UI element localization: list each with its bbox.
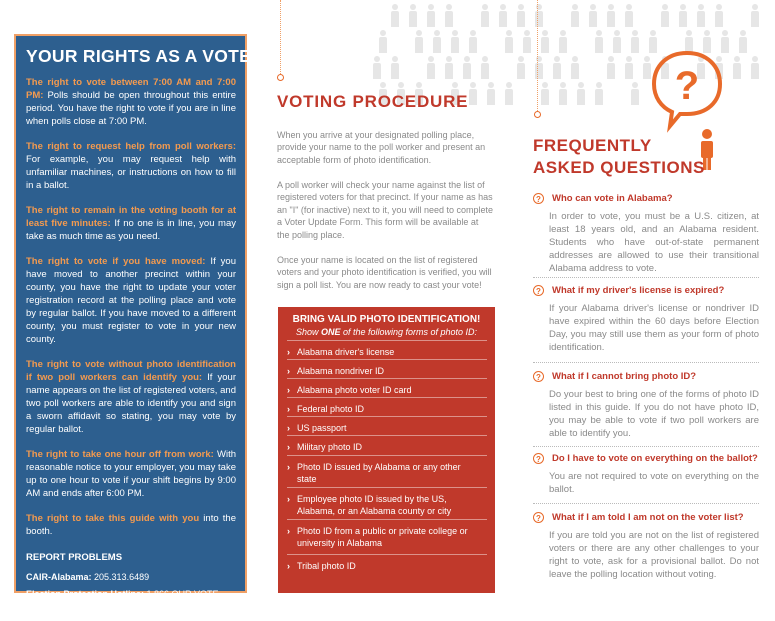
contact-phone: 205.313.6489 xyxy=(94,572,150,582)
question-circle-icon: ? xyxy=(533,193,544,204)
faq-question xyxy=(533,193,759,204)
person-silhouette-icon xyxy=(570,4,580,27)
person-silhouette-icon xyxy=(468,30,478,53)
question-mark-glyph: ? xyxy=(674,64,700,108)
id-list-item xyxy=(287,397,487,415)
question-circle-icon: ? xyxy=(533,285,544,296)
person-silhouette-icon xyxy=(444,56,454,79)
person-silhouette-icon xyxy=(504,30,514,53)
person-silhouette-icon xyxy=(444,4,454,27)
chevron-right-icon: › xyxy=(287,366,290,376)
subtitle-emphasis: ONE xyxy=(320,327,341,337)
contact-label: Alabama Secretary of State: xyxy=(26,606,146,616)
procedure-paragraph: A poll worker will check your name against the list of registered voters for that precinct. If your name as has an "I" (for inactive) next to it, you will need to complete a Voter Update Form. This form will be available at the polling place. xyxy=(277,180,493,240)
person-silhouette-icon xyxy=(390,4,400,27)
photo-id-title: BRING VALID PHOTO IDENTIFICATION! xyxy=(292,314,481,325)
chevron-right-icon: › xyxy=(287,561,290,571)
person-silhouette-icon xyxy=(594,30,604,53)
person-silhouette-icon xyxy=(552,56,562,79)
dotted-connector-line xyxy=(537,0,538,111)
right-heading: The right to vote without photo identification if two poll workers can identify you: xyxy=(26,359,236,383)
person-silhouette-icon xyxy=(606,4,616,27)
person-silhouette-icon xyxy=(732,56,742,79)
right-item xyxy=(26,358,236,436)
faq-item xyxy=(533,453,759,496)
id-list-item xyxy=(287,416,487,434)
chevron-right-icon: › xyxy=(287,494,290,504)
person-silhouette-icon xyxy=(588,4,598,27)
person-silhouette-icon xyxy=(426,56,436,79)
chevron-right-icon: › xyxy=(287,442,290,452)
person-silhouette-icon xyxy=(576,82,586,105)
faq-title xyxy=(533,135,705,179)
contact-cair xyxy=(26,571,236,584)
faq-title-line: FREQUENTLY xyxy=(533,136,652,155)
photo-id-subtitle xyxy=(278,327,495,337)
person-silhouette-icon xyxy=(558,30,568,53)
person-silhouette-icon xyxy=(390,56,400,79)
person-silhouette-icon xyxy=(558,82,568,105)
id-list-item xyxy=(287,378,487,396)
id-item-label: Photo ID from a public or private college or university in Alabama xyxy=(297,526,468,548)
person-silhouette-icon xyxy=(540,82,550,105)
id-list-item xyxy=(287,435,487,453)
id-list-item xyxy=(287,554,487,572)
id-item-label: Military photo ID xyxy=(297,442,363,452)
rights-list xyxy=(26,76,236,538)
id-list-item xyxy=(287,455,487,485)
faq-question xyxy=(533,512,759,523)
person-silhouette-icon xyxy=(540,30,550,53)
faq-item xyxy=(533,371,759,440)
person-silhouette-icon xyxy=(696,4,706,27)
contact-election-protection xyxy=(26,588,236,601)
person-silhouette-icon xyxy=(570,56,580,79)
question-circle-icon: ? xyxy=(533,512,544,523)
person-silhouette-icon xyxy=(606,56,616,79)
subtitle-text: Show xyxy=(295,327,321,337)
person-silhouette-icon xyxy=(504,82,514,105)
id-list-item xyxy=(287,340,487,358)
id-item-label: Federal photo ID xyxy=(297,404,365,414)
person-silhouette-icon xyxy=(450,30,460,53)
contact-phone: 1.866.OUR.VOTE xyxy=(146,589,219,599)
faq-item xyxy=(533,193,759,275)
contact-label: Election Protection Hotline: xyxy=(26,589,145,599)
person-silhouette-icon xyxy=(486,82,496,105)
faq-answer: You are not required to vote on everything on the ballot. xyxy=(549,471,759,496)
faq-item xyxy=(533,512,759,581)
chevron-right-icon: › xyxy=(287,462,290,472)
photo-id-box xyxy=(278,307,495,593)
right-heading: The right to take this guide with you xyxy=(26,513,200,524)
faq-question-text: What if my driver's license is expired? xyxy=(552,285,725,297)
person-silhouette-icon xyxy=(612,30,622,53)
person-silhouette-icon xyxy=(678,4,688,27)
chevron-right-icon: › xyxy=(287,526,290,536)
rights-title: YOUR RIGHTS AS A VOTER xyxy=(26,46,265,66)
faq-answer: If your Alabama driver's license or nondriver ID have expired within the 60 days before Election Day, you may still use them as your form of photo identification. xyxy=(549,303,759,354)
chevron-right-icon: › xyxy=(287,404,290,414)
right-text: into the booth. xyxy=(26,513,236,537)
faq-divider xyxy=(533,503,759,504)
faq-title-line: ASKED QUESTIONS xyxy=(533,158,705,177)
contact-phone: 334.242.7210 xyxy=(148,606,204,616)
person-silhouette-icon xyxy=(516,56,526,79)
id-list-item xyxy=(287,359,487,377)
subtitle-text: of the following forms of photo ID: xyxy=(340,327,478,337)
rights-panel xyxy=(14,34,265,616)
person-silhouette-icon xyxy=(432,30,442,53)
question-circle-icon: ? xyxy=(533,371,544,382)
faq-question-text: What if I cannot bring photo ID? xyxy=(552,371,697,383)
right-heading: The right to vote between 7:00 AM and 7:00 PM: xyxy=(26,77,236,101)
person-silhouette-icon xyxy=(750,56,760,79)
faq-question-text: Do I have to vote on everything on the ballot? xyxy=(552,453,758,465)
person-silhouette-icon xyxy=(372,56,382,79)
faq-question xyxy=(533,453,759,464)
faq-question xyxy=(533,371,759,382)
question-circle-icon: ? xyxy=(533,453,544,464)
right-item xyxy=(26,448,236,500)
contact-label: CAIR-Alabama: xyxy=(26,572,92,582)
faq-divider xyxy=(533,362,759,363)
id-item-label: Photo ID issued by Alabama or any other state xyxy=(297,462,461,484)
person-silhouette-icon xyxy=(414,30,424,53)
right-item xyxy=(26,76,236,128)
faq-divider xyxy=(533,277,759,278)
person-silhouette-icon xyxy=(378,30,388,53)
faq-item xyxy=(533,285,759,354)
person-silhouette-icon xyxy=(498,4,508,27)
right-text: If no one is in line, you may take as much time as you need. xyxy=(26,218,236,242)
faq-answer: Do your best to bring one of the forms of photo ID listed in this guide. If you do not have photo ID, you may be able to vote if two poll workers are able to identify you. xyxy=(549,389,759,440)
person-silhouette-icon xyxy=(462,56,472,79)
dotted-connector-line xyxy=(280,0,281,74)
right-item xyxy=(26,140,236,192)
id-item-label: Alabama nondriver ID xyxy=(297,366,385,376)
id-item-label: Alabama photo voter ID card xyxy=(297,385,412,395)
id-list-item xyxy=(287,519,487,549)
right-heading: The right to remain in the voting booth for at least five minutes: xyxy=(26,205,236,229)
person-silhouette-icon xyxy=(426,4,436,27)
right-text: If your name appears on the list of registered voters, and two poll workers are able to identify you and sign a sworn affidavit so stating, you may vote by regular ballot. xyxy=(26,372,236,435)
person-silhouette-icon xyxy=(468,82,478,105)
id-item-label: Alabama driver's license xyxy=(297,347,395,357)
connector-dot-icon xyxy=(534,111,541,118)
chevron-right-icon: › xyxy=(287,385,290,395)
faq-question-text: What if I am told I am not on the voter list? xyxy=(552,512,744,524)
right-heading: The right to request help from poll workers: xyxy=(26,141,236,152)
chevron-right-icon: › xyxy=(287,423,290,433)
faq-answer: In order to vote, you must be a U.S. citizen, at least 18 years old, and an Alabama resident. Students who have out-of-state permanent addresses are allowed to use their transitional Alabama address to vote. xyxy=(549,211,759,275)
person-silhouette-icon xyxy=(624,56,634,79)
person-silhouette-icon xyxy=(624,4,634,27)
person-silhouette-icon xyxy=(738,30,748,53)
person-silhouette-icon xyxy=(534,4,544,27)
procedure-paragraph: Once your name is located on the list of registered voters and your photo identification is verified, you will sign a poll list. You are now ready to cast your vote! xyxy=(277,255,492,290)
right-item xyxy=(26,255,236,346)
person-silhouette-icon xyxy=(480,4,490,27)
right-text: For example, you may request help with unfamiliar machines, or instructions on how to fill in a ballot. xyxy=(26,154,236,191)
right-heading: The right to vote if you have moved: xyxy=(26,256,206,267)
right-text: With reasonable notice to your employer, you may take up to one hour to vote if your shift begins by 9:00 AM and ends after 6:00 PM. xyxy=(26,449,237,499)
person-silhouette-icon xyxy=(480,56,490,79)
chevron-right-icon: › xyxy=(287,347,290,357)
person-silhouette-icon xyxy=(630,82,640,105)
person-silhouette-icon xyxy=(594,82,604,105)
right-item xyxy=(26,512,236,538)
id-item-label: Employee photo ID issued by the US, Alabama, or an Alabama county or city xyxy=(297,494,452,516)
procedure-paragraph: When you arrive at your designated polling place, provide your name to the poll worker and present an acceptable form of photo identification. xyxy=(277,130,486,165)
faq-divider xyxy=(533,446,759,447)
faq-question-text: Who can vote in Alabama? xyxy=(552,193,673,205)
voting-procedure-title: VOTING PROCEDURE xyxy=(277,92,469,111)
faq-answer: If you are told you are not on the list of registered voters or there are any other challenges to your right to vote, ask for a provisional ballot. Do not leave the polling location without voting. xyxy=(549,530,759,581)
person-silhouette-icon xyxy=(516,4,526,27)
right-heading: The right to take one hour off from work: xyxy=(26,449,214,460)
right-text: If you have moved to another precinct within your county, you have the right to update your voter registration record at the polling place and vote by regular ballot. If you have moved to a different county, you must register to vote in your new county. xyxy=(26,256,236,345)
person-silhouette-icon xyxy=(750,4,760,27)
id-list-item xyxy=(287,487,487,517)
report-problems-title: REPORT PROBLEMS xyxy=(26,552,123,563)
person-silhouette-icon xyxy=(408,4,418,27)
person-silhouette-icon xyxy=(714,4,724,27)
faq-question xyxy=(533,285,759,296)
person-silhouette-icon xyxy=(660,4,670,27)
right-text: Polls should be open throughout this entire period. You have the right to vote if you are in line when polls close at 7:00 PM. xyxy=(26,90,236,127)
person-silhouette-icon xyxy=(522,30,532,53)
right-item xyxy=(26,204,236,243)
contact-secretary-of-state xyxy=(26,605,236,618)
id-item-label: Tribal photo ID xyxy=(297,561,356,571)
person-silhouette-icon xyxy=(534,56,544,79)
connector-dot-icon xyxy=(277,74,284,81)
id-item-label: US passport xyxy=(297,423,347,433)
person-silhouette-icon xyxy=(630,30,640,53)
